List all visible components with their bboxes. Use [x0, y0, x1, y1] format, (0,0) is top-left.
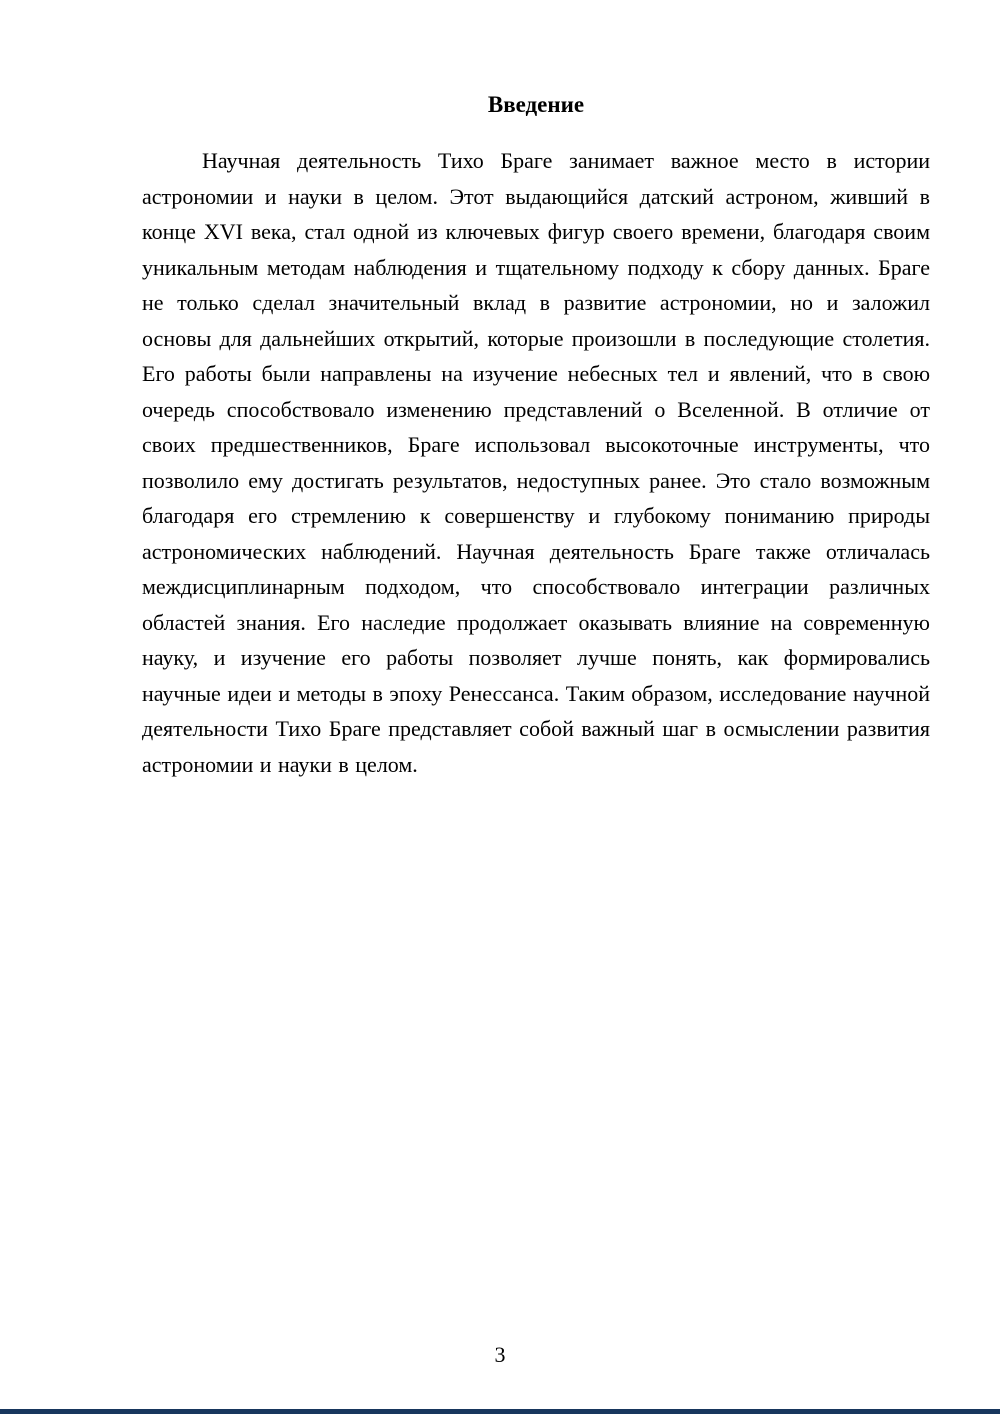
section-title: Введение: [487, 92, 585, 117]
bottom-edge-bar: [0, 1409, 1000, 1414]
page-number: 3: [494, 1342, 506, 1367]
body-paragraph: Научная деятельность Тихо Браге занимает важное место в истории астрономии и науки в целом. Этот выдающийся датский астроном, живший в конце XVI века, стал одной из ключевых фигур своего времени, благодаря своим уникальным методам наблюдения и тщательному подходу к сбору данных. Браге не только сделал значительный вклад в развитие астрономии, но и заложил основы для дальнейших открытий, которые произошли в последующие столетия. Его работы были направлены на изучение небесных тел и явлений, что в свою очередь способствовало изменению представлений о Вселенной. В отличие от своих предшественников, Браге использовал высокоточные инструменты, что позволило ему достигать результатов, недоступных ранее. Это стало возможным благодаря его стремлению к совершенству и глубокому пониманию природы астрономических наблюдений. Научная деятельность Браге также отличалась междисциплинарным подходом, что способствовало интеграции различных областей знания. Его наследие продолжает оказывать влияние на современную науку, и изучение его работы позволяет лучше понять, как формировались научные идеи и методы в эпоху Ренессанса. Таким образом, исследование научной деятельности Тихо Браге представляет собой важный шаг в осмыслении развития астрономии и науки в целом.: [142, 148, 930, 777]
